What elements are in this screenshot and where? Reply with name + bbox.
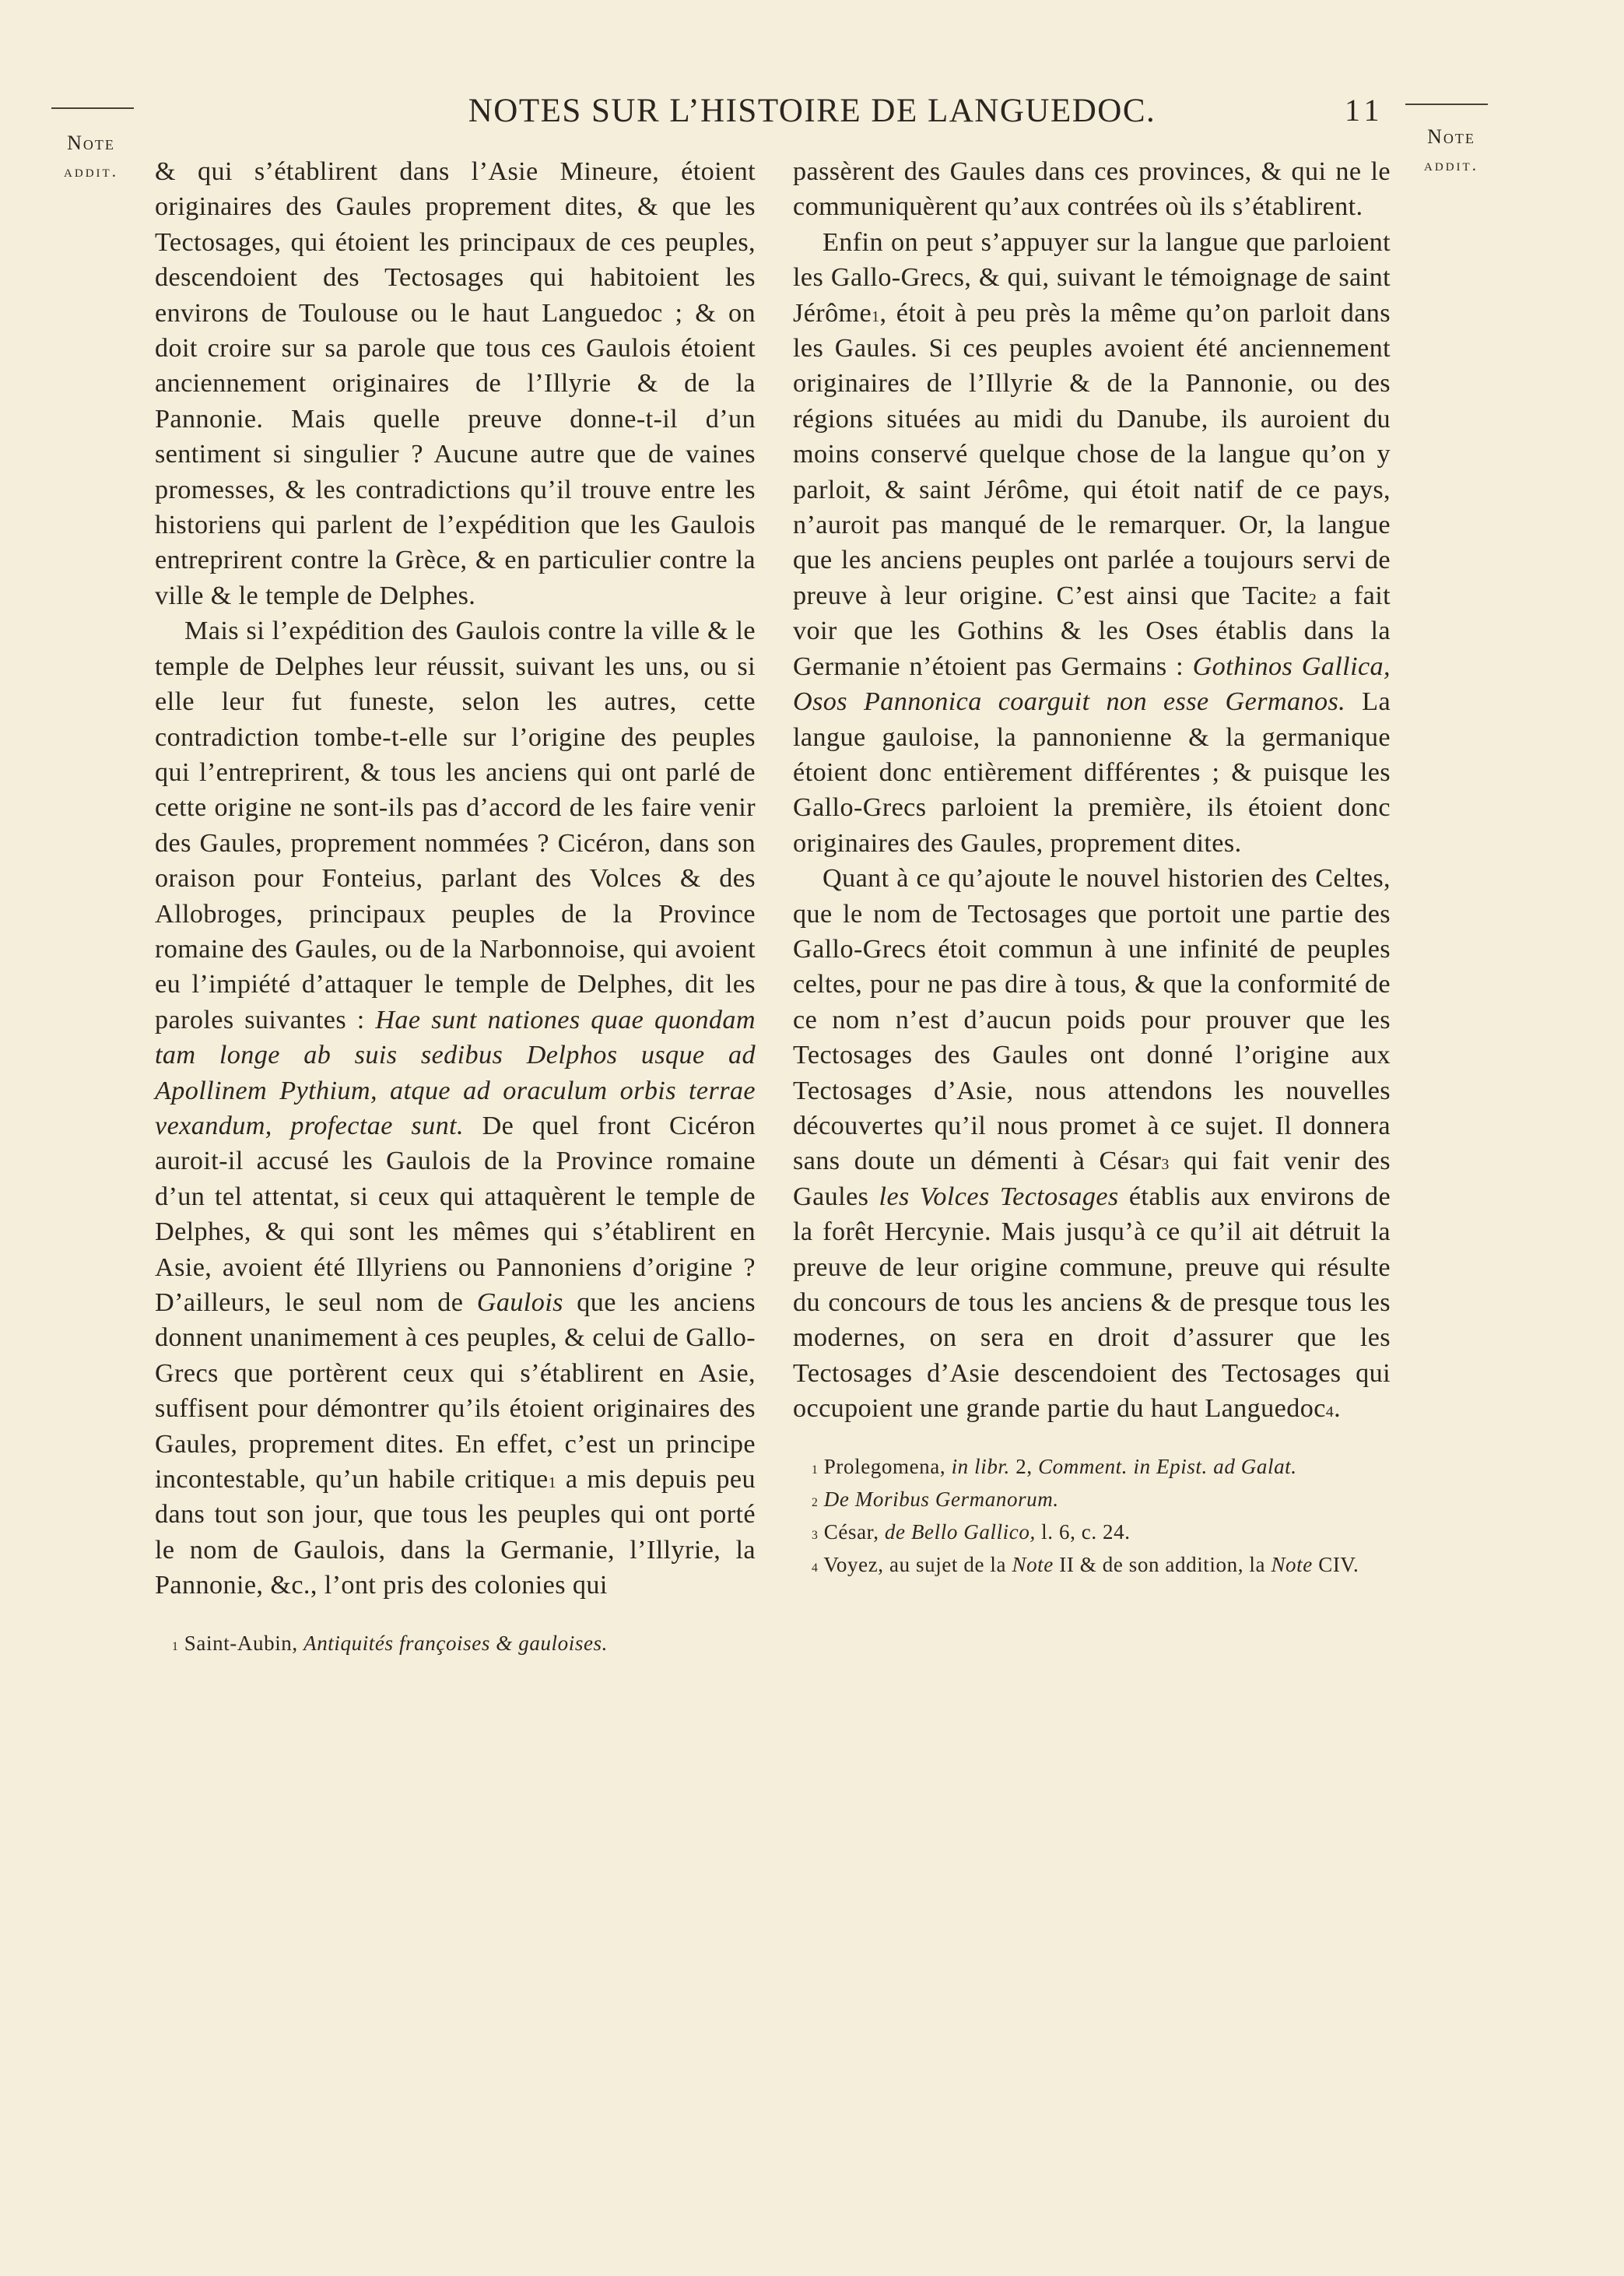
margin-note-right-line2: addit. bbox=[1424, 156, 1478, 174]
right-footnote-2-num: 2 bbox=[812, 1495, 819, 1509]
right-footnote-3 bbox=[793, 1516, 1391, 1548]
tacitus-quote: Gothinos Gallica, Osos Pannonica coarguit non esse Germanos. bbox=[793, 652, 1391, 717]
left-p2-text-d: a mis depuis peu dans tout son jour, que tous les peuples qui ont porté le nom de Gaulois, dans la Germanie, l’Illyrie, la Pannonie, &c., l’ont pris des colonies qui bbox=[155, 1465, 756, 1600]
running-title: NOTES SUR L’HISTOIRE DE LANGUEDOC. bbox=[468, 93, 1156, 129]
margin-note-left-line2: addit. bbox=[64, 162, 118, 181]
right-footnote-4-num: 4 bbox=[812, 1561, 819, 1575]
left-footnote-1 bbox=[155, 1627, 756, 1660]
right-footnote-4 bbox=[793, 1548, 1391, 1581]
right-p3-end: . bbox=[1334, 1394, 1342, 1424]
margin-note-right bbox=[1401, 123, 1502, 179]
right-footnote-4-c: II & de son addition, la bbox=[1059, 1552, 1266, 1576]
right-footnote-1-d: Comment. in Epist. ad Galat. bbox=[1038, 1454, 1297, 1478]
right-p2-text-c: a fait voir que les Gothins & les Oses établis dans la Germanie n’étoient pas Germains : bbox=[793, 581, 1391, 681]
right-p3-text-c: établis aux environs de la forêt Hercynie. Mais jusqu’à ce qu’il ait détruit la preuve de leur origine commune, preuve qui résulte du concours de tous les anciens & de presque tous les modernes, on sera en droit d’assurer que les Tectosages d’Asie descendoient des Tectosages qui occupoient une grande partie du haut Languedoc bbox=[793, 1182, 1391, 1424]
footnote-ref-r4: 4 bbox=[1325, 1403, 1335, 1421]
volces-italic: les Volces Tectosages bbox=[879, 1182, 1119, 1211]
right-paragraph-1: passèrent des Gaules dans ces provinces, & qui ne le communiquèrent qu’aux contrées où ils s’établirent. bbox=[793, 157, 1391, 222]
right-footnote-4-a: Voyez, au sujet de la bbox=[823, 1552, 1007, 1576]
right-footnote-3-a: César, bbox=[823, 1519, 879, 1544]
right-p2-text-d: La langue gauloise, la pannonienne & la germanique étoient donc entièrement différentes ; & puisque les Gallo-Grecs parloient la première, ils étoient donc originaires des Gaules, proprement dites. bbox=[793, 687, 1391, 858]
footnote-ref-r1: 1 bbox=[872, 307, 880, 325]
left-column bbox=[155, 154, 756, 1660]
footnote-ref-1: 1 bbox=[548, 1474, 556, 1492]
right-paragraph-2 bbox=[793, 225, 1391, 861]
left-paragraph-1: & qui s’établirent dans l’Asie Mineure, étoient originaires des Gaules proprement dites, & que les Tectosages, qui étoient les principaux de ces peuples, descendoient des Tectosages qui habitoient les environs de Toulouse ou le haut Languedoc ; & on doit croire sur sa parole que tous ces Gaulois étoient anciennement originaires de l’Illyrie & de la Pannonie. Mais quelle preuve donne-t-il d’un sentiment si singulier ? Aucune autre que de vaines promesses, & les contradictions qu’il trouve entre les historiens qui parlent de l’expédition que les Gaulois entreprirent contre la Grèce, & en particulier contre la ville & le temple de Delphes. bbox=[155, 157, 756, 610]
margin-note-right-line1: Note bbox=[1427, 125, 1475, 148]
left-footnote-1-title: Antiquités françoises & gauloises. bbox=[303, 1631, 608, 1655]
right-p3-text-a: Quant à ce qu’ajoute le nouvel historien des Celtes, que le nom de Tectosages que portoit une partie des Gallo-Grecs étoit commun à une infinité de peuples celtes, pour ne pas dire à tous, & que la conformité de ce nom n’est d’aucun poids pour prouver que les Tectosages des Gaules ont donné l’origine aux Tectosages d’Asie, nous attendons les nouvelles découvertes qu’il nous promet à ce sujet. Il donnera sans doute un démenti à César bbox=[793, 864, 1391, 1176]
right-p2-text-a: Enfin on peut s’appuyer sur la langue que parloient les Gallo-Grecs, & qui, suivant le témoignage de saint Jérôme bbox=[793, 227, 1391, 328]
right-footnote-1-a: Prolegomena, bbox=[823, 1454, 946, 1478]
right-footnote-2 bbox=[793, 1483, 1391, 1516]
cicero-quote: Hae sunt nationes quae quondam tam longe ab suis sedibus Delphos usque ad Apollinem Pythium, atque ad oraculum orbis terrae vexandum, profectae sunt. bbox=[155, 1005, 756, 1140]
left-footnote-1-author: Saint-Aubin, bbox=[184, 1631, 298, 1655]
margin-note-left bbox=[40, 129, 142, 185]
left-footnotes bbox=[155, 1627, 756, 1660]
right-p2-text-b: , étoit à peu près la même qu’on parloit dans les Gaules. Si ces peuples avoient été anciennement originaires de l’Illyrie & de la Pannonie, ou des régions situées au midi du Danube, ils auroient du moins conservé quelque chose de la langue qu’on y parloit, & saint Jérôme, qui étoit natif de ce pays, n’auroit pas manqué de le remarquer. Or, la langue que les anciens peuples ont parlée a toujours servi de preuve à leur origine. C’est ainsi que Tacite bbox=[793, 298, 1391, 610]
right-footnote-1-b: in libr. bbox=[951, 1454, 1010, 1478]
right-footnote-1 bbox=[793, 1450, 1391, 1483]
left-footnote-1-num: 1 bbox=[172, 1639, 179, 1653]
page-number: 11 bbox=[1345, 93, 1384, 128]
right-footnote-4-d: Note bbox=[1271, 1552, 1313, 1576]
right-footnote-2-a: De Moribus Germanorum. bbox=[823, 1487, 1059, 1511]
left-p2-text-a: Mais si l’expédition des Gaulois contre la ville & le temple de Delphes leur réussit, suivant les uns, ou si elle leur fut funeste, selon les autres, cette contradiction tombe-t-elle sur l’origine des peuples qui l’entreprirent, & tous les anciens qui ont parlé de cette origine ne sont-ils pas d’accord de les faire venir des Gaules, proprement nommées ? Cicéron, dans son oraison pour Fonteius, parlant des Volces & des Allobroges, principaux peuples de la Province romaine des Gaules, ou de la Narbonnoise, qui avoient eu l’impiété d’attaquer le temple de Delphes, dit les paroles suivantes : bbox=[155, 616, 756, 1034]
left-p2-text-c: que les anciens donnent unanimement à ces peuples, & celui de Gallo-Grecs que portèrent ceux qui s’établirent en Asie, suffisent pour démontrer qu’ils étoient originaires des Gaules, proprement dites. En effet, c’est un principe incontestable, qu’un habile critique bbox=[155, 1288, 756, 1495]
gaulois-italic: Gaulois bbox=[476, 1288, 563, 1317]
right-footnote-3-num: 3 bbox=[812, 1528, 819, 1542]
right-footnote-1-c: 2, bbox=[1015, 1454, 1033, 1478]
left-paragraph-2 bbox=[155, 613, 756, 1603]
footnote-ref-r3: 3 bbox=[1161, 1156, 1170, 1174]
right-footnote-4-e: CIV. bbox=[1318, 1552, 1359, 1576]
right-footnote-3-b: de Bello Gallico, bbox=[884, 1519, 1036, 1544]
right-footnote-1-num: 1 bbox=[812, 1463, 819, 1477]
right-footnote-3-c: l. 6, c. 24. bbox=[1041, 1519, 1131, 1544]
right-p3-text-b: qui fait venir des Gaules bbox=[793, 1147, 1391, 1211]
right-footnotes bbox=[793, 1450, 1391, 1581]
left-p2-text-b: De quel front Cicéron auroit-il accusé les Gaulois de la Province romaine d’un tel attentat, si ceux qui attaquèrent le temple de Delphes, & qui sont les mêmes qui s’établirent en Asie, avoient été Illyriens ou Pannoniens d’origine ? D’ailleurs, le seul nom de bbox=[155, 1111, 756, 1317]
right-footnote-4-b: Note bbox=[1012, 1552, 1054, 1576]
footnote-ref-r2: 2 bbox=[1308, 590, 1317, 608]
margin-note-left-line1: Note bbox=[67, 132, 115, 154]
right-paragraph-3 bbox=[793, 861, 1391, 1427]
right-column bbox=[793, 154, 1391, 1581]
